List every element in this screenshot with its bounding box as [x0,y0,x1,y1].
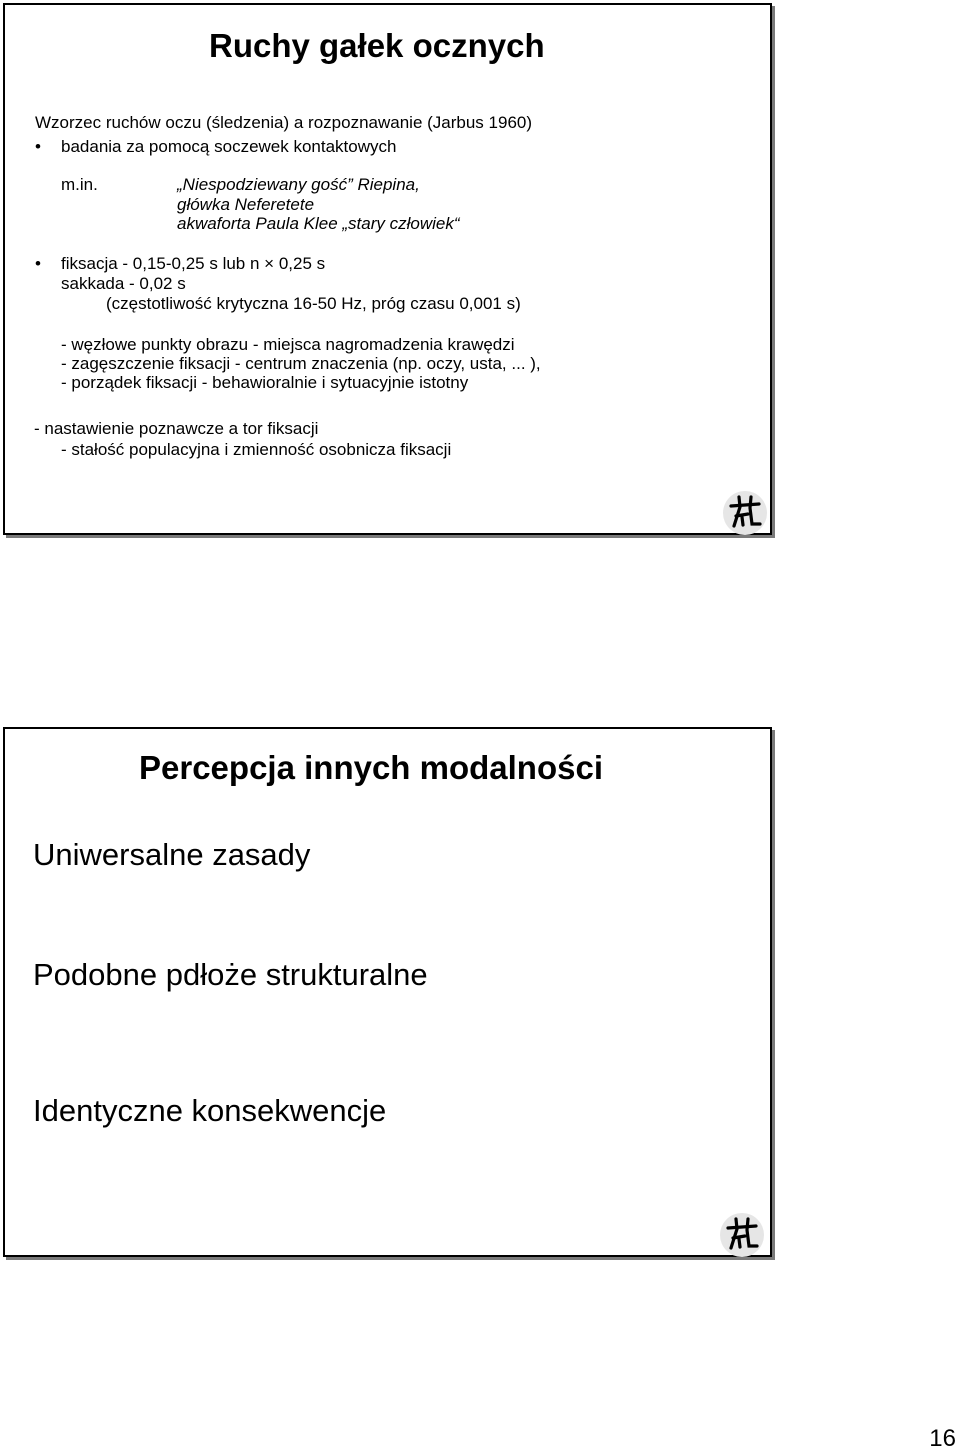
example-line-3: akwaforta Paula Klee „stary człowiek“ [177,214,460,233]
fixation-order-line: - porządek fiksacji - behawioralnie i sytuacyjnie istotny [61,373,469,392]
page-number: 16 [929,1425,956,1452]
slide-title: Ruchy gałek ocznych [209,27,545,64]
slide-percepcja [3,727,772,1257]
calligraphy-seal-icon [719,1212,765,1258]
item-structural-basis: Podobne pdłoże strukturalne [33,957,428,992]
population-stability-line: - stałość populacyjna i zmienność osobnicza fiksacji [61,440,452,459]
example-line-2: główka Neferetete [177,195,315,214]
cognitive-set-line: - nastawienie poznawcze a tor fiksacji [34,419,319,438]
slide-title: Percepcja innych modalności [139,749,603,786]
calligraphy-seal-icon [722,490,768,536]
examples-prefix: m.in. [61,175,98,194]
slide-ruchy-galek [3,3,772,535]
frequency-line: (częstotliwość krytyczna 16-50 Hz, próg czasu 0,001 s) [106,294,521,313]
bullet-contact-lenses: • badania za pomocą soczewek kontaktowych [61,137,396,157]
intro-line: Wzorzec ruchów oczu (śledzenia) a rozpoznawanie (Jarbus 1960) [35,113,533,132]
bullet-fixation: • fiksacja - 0,15-0,25 s lub n × 0,25 s [61,254,325,274]
fixation-density-line: - zagęszczenie fiksacji - centrum znaczenia (np. oczy, usta, ... ), [61,354,541,373]
nodal-points-line: - węzłowe punkty obrazu - miejsca nagromadzenia krawędzi [61,335,515,354]
example-line-1: „Niespodziewany gość” Riepina, [177,175,420,194]
saccade-line: sakkada - 0,02 s [61,274,186,293]
item-universal-rules: Uniwersalne zasady [33,837,311,872]
item-identical-consequences: Identyczne konsekwencje [33,1093,387,1128]
